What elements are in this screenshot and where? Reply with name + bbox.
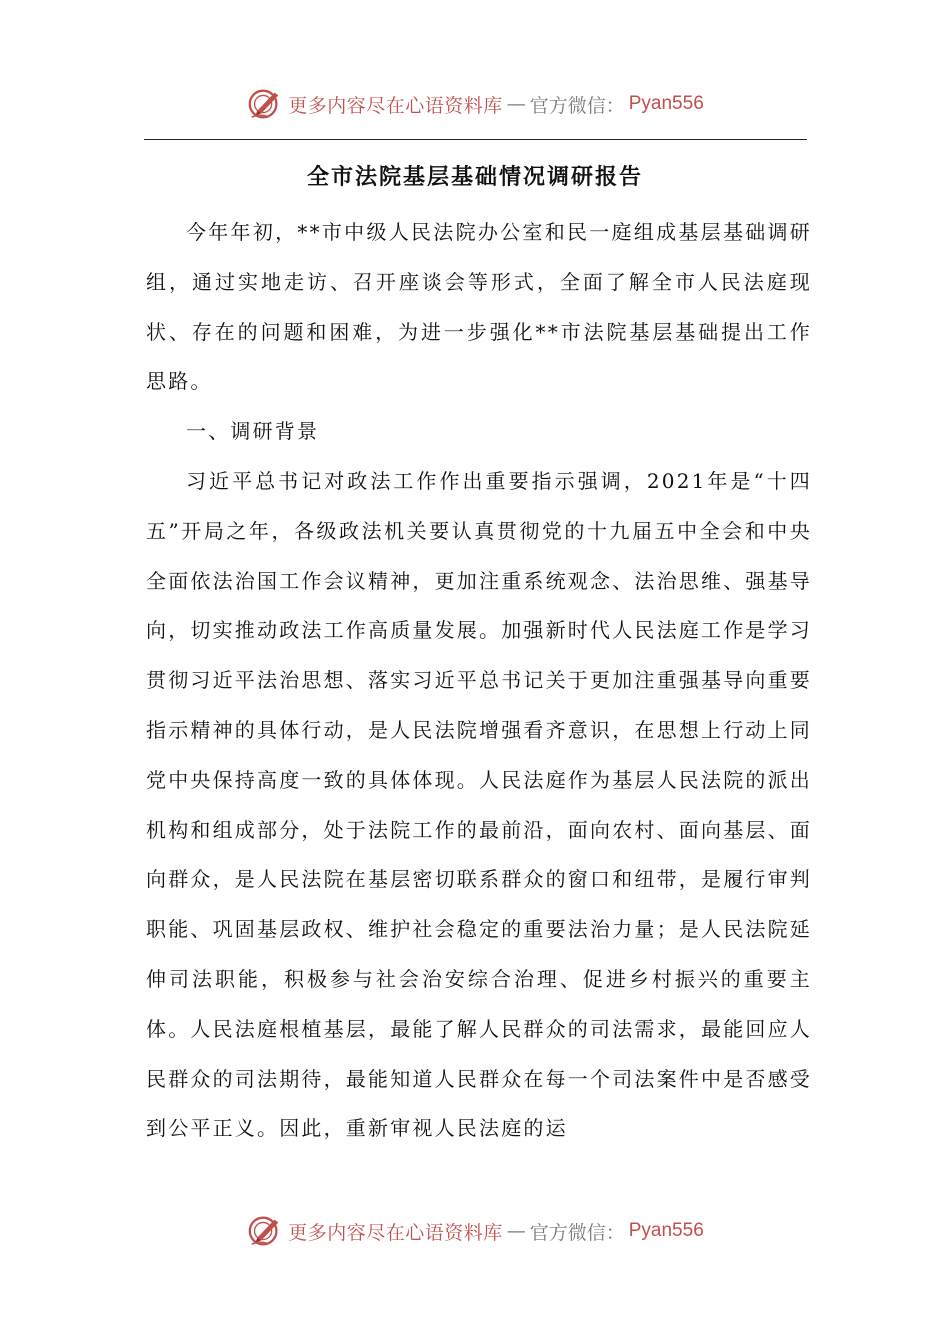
paragraph-background: 习近平总书记对政法工作作出重要指示强调，2021年是“十四五”开局之年，各级政法机关要认真贯彻党的十九届五中全会和中央全面依法治国工作会议精神，更加注重系统观念、法治思维、强基导向，切实推动政法工作高质量发展。加强新时代人民法庭工作是学习贯彻习近平法治思想、落实习近平总书记关于更加注重强基导向重要指示精神的具体行动，是人民法院增强看齐意识，在思想上行动上同党中央保持高度一致的具体体现。人民法庭作为基层人民法院的派出机构和组成部分，处于法院工作的最前沿，面向农村、面向基层、面向群众，是人民法院在基层密切联系群众的窗口和纽带，是履行审判职能、巩固基层政权、维护社会稳定的重要法治力量；是人民法院延伸司法职能，积极参与社会治安综合治理、促进乡村振兴的重要主体。人民法庭根植基层，最能了解人民群众的司法需求，最能回应人民群众的司法期待，最能知道人民群众在每一个司法案件中是否感受到公平正义。因此，重新审视人民法庭的运 [146,468,812,1141]
document-title: 全市法院基层基础情况调研报告 [306,165,643,190]
header-divider [144,139,807,140]
banner-main-text: 更多内容尽在心语资料库 [288,94,503,117]
header-banner [0,84,950,124]
paragraph-intro: 今年年初，**市中级人民法院办公室和民一庭组成基层基础调研组，通过实地走访、召开座谈会等形式，全面了解全市人民法庭现状、存在的问题和困难，为进一步强化**市法院基层基础提出工作思路。 [146,220,812,394]
pen-seal-logo-icon [246,1212,284,1250]
section-heading-background: 一、调研背景 [186,419,320,444]
banner-contact-label: 官方微信： [529,94,625,117]
pen-seal-logo-icon [246,85,284,123]
banner-separator: — [506,93,526,115]
banner-contact-label: 官方微信： [529,1221,625,1244]
banner-separator: — [506,1220,526,1242]
banner-main-text: 更多内容尽在心语资料库 [288,1221,503,1244]
document-body [146,208,812,1154]
banner-contact-id: Pyan556 [628,93,704,114]
banner-contact-id: Pyan556 [628,1220,704,1241]
footer-banner [0,1211,950,1251]
